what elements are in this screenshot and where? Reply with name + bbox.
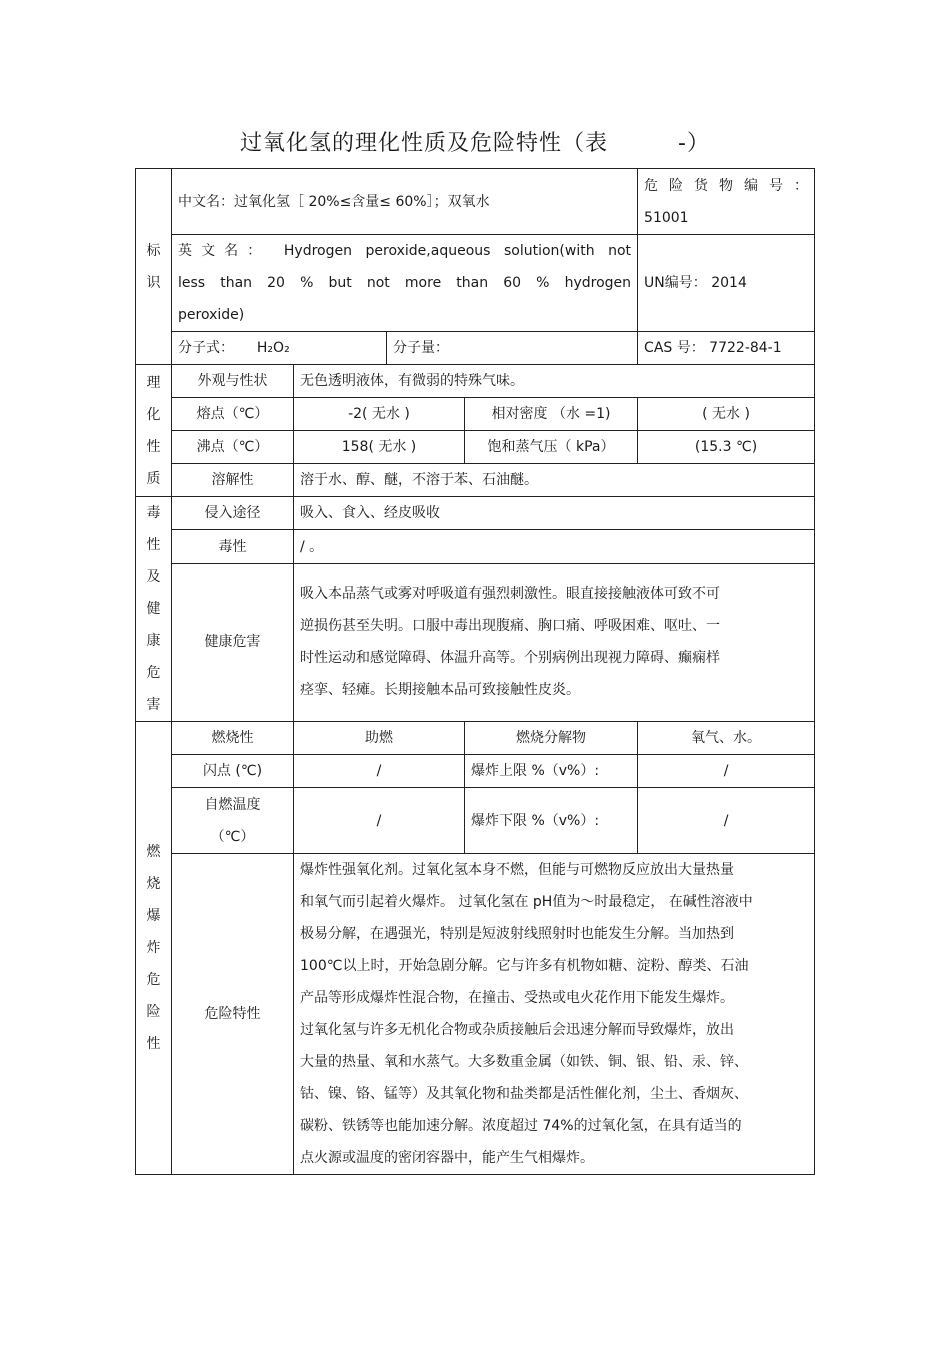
vapor-pressure-label: 饱和蒸气压（ kPa） [465,431,638,464]
health-hazard-text: 吸入本品蒸气或雾对呼吸道有强烈刺激性。眼直接接触液体可致不可 逆损伤甚至失明。口服中毒出现腹痛、胸口痛、呼吸困难、呕吐、一 时性运动和感觉障碍、体温升高等。个别病例出现视力障碍、癫痫样 痉挛、轻瘫。长期接触本品可致接触性皮炎。 [294,563,815,721]
un-number: UN编号： 2014 [638,235,815,332]
chinese-name: 中文名：过氧化氢［ 20%≤含量≤ 60%］；双氧水 [172,169,638,235]
molecular-formula: 分子式： H₂O₂ [172,332,387,365]
toxicity-value: / 。 [294,530,815,563]
boiling-point-label: 沸点（℃） [172,431,294,464]
flash-point-value: / [294,755,465,788]
vapor-pressure-value: (15.3 ℃) [638,431,815,464]
page-title: 过氧化氢的理化性质及危险特性（表 -） [240,131,710,156]
combustibility-value: 助燃 [294,722,465,755]
decomposition-label: 燃烧分解物 [465,722,638,755]
melting-point-value: -2( 无水 ) [294,398,465,431]
molecular-weight: 分子量： [387,332,638,365]
section-identification: 标 识 [136,169,172,365]
boiling-point-value: 158( 无水 ) [294,431,465,464]
flash-point-label: 闪点 (℃) [172,755,294,788]
section-toxicity: 毒 性 及 健 康 危 害 [136,497,172,722]
section-physchem: 理 化 性 质 [136,365,172,497]
route-value: 吸入、食入、经皮吸收 [294,497,815,530]
decomposition-value: 氧气、水。 [638,722,815,755]
section-fire-explosion: 燃 烧 爆 炸 危 险 性 [136,722,172,1175]
appearance-value: 无色透明液体，有微弱的特殊气味。 [294,365,815,398]
solubility-value: 溶于水、醇、醚，不溶于苯、石油醚。 [294,464,815,497]
autoignition-label: 自燃温度 （℃） [172,788,294,854]
hazard-label: 危险特性 [172,854,294,1175]
english-name: 英文名： Hydrogen peroxide,aqueous solution(with not less than 20 % but not more than 60 % hydrogen peroxide) [172,235,638,332]
lower-limit-value: / [638,788,815,854]
upper-limit-label: 爆炸上限 %（v%）: [465,755,638,788]
toxicity-label: 毒性 [172,530,294,563]
route-label: 侵入途径 [172,497,294,530]
melting-point-label: 熔点（℃） [172,398,294,431]
appearance-label: 外观与性状 [172,365,294,398]
upper-limit-value: / [638,755,815,788]
health-hazard-label: 健康危害 [172,563,294,721]
lower-limit-label: 爆炸下限 %（v%）: [465,788,638,854]
hazard-table [135,168,815,1175]
density-label: 相对密度 （水 =1) [465,398,638,431]
hazard-text: 爆炸性强氧化剂。过氧化氢本身不燃，但能与可燃物反应放出大量热量 和氧气而引起着火爆炸。 过氧化氢在 pH值为～时最稳定， 在碱性溶液中 极易分解，在遇强光，特别是短波射线照射时也能发生分解。当加热到 100℃以上时，开始急剧分解。它与许多有机物如糖、淀粉、醇类、石油 产品等形成爆炸性混合物，在撞击、受热或电火花作用下能发生爆炸。 过氧化氢与许多无机化合物或杂质接触后会迅速分解而导致爆炸，放出 大量的热量、氧和水蒸气。大多数重金属（如铁、铜、银、铅、汞、锌、 钴、镍、铬、锰等）及其氧化物和盐类都是活性催化剂，尘土、香烟灰、 碳粉、铁锈等也能加速分解。浓度超过 74%的过氧化氢，在具有适当的 点火源或温度的密闭容器中，能产生气相爆炸。 [294,854,815,1175]
solubility-label: 溶解性 [172,464,294,497]
combustibility-label: 燃烧性 [172,722,294,755]
cas-number: CAS 号： 7722-84-1 [638,332,815,365]
density-value: ( 无水 ) [638,398,815,431]
danger-goods-number: 危 险 货 物 编 号 ： 51001 [638,169,815,235]
autoignition-value: / [294,788,465,854]
